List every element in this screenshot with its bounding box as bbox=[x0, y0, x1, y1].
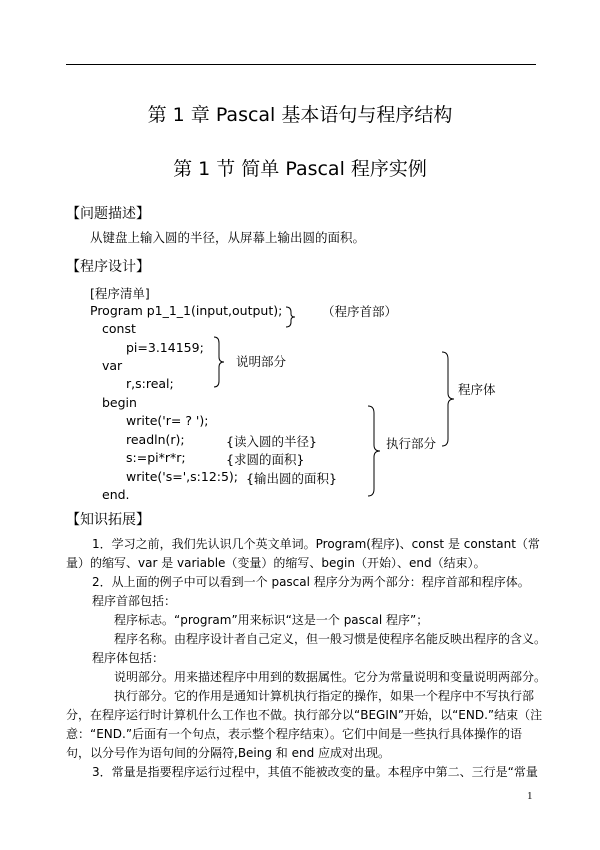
design-heading: 【程序设计】 bbox=[66, 259, 150, 275]
knowledge-paragraph: 2．从上面的例子中可以看到一个 pascal 程序分为两个部分：程序首部和程序体。 bbox=[92, 575, 530, 589]
code-line: Program p1_1_1(input,output); bbox=[90, 303, 283, 318]
code-line: write('r= ? '); bbox=[126, 413, 209, 428]
knowledge-body bbox=[66, 535, 546, 782]
brace-execution-icon bbox=[366, 405, 382, 497]
problem-text: 从键盘上输入圆的半径，从屏幕上输出圆的面积。 bbox=[90, 230, 366, 245]
brace-body-icon bbox=[440, 351, 456, 447]
annotation-body: 程序体 bbox=[458, 382, 496, 397]
header-rule bbox=[66, 64, 536, 65]
code-line: var bbox=[102, 358, 123, 373]
brace-declaration-icon bbox=[212, 336, 226, 388]
knowledge-paragraph: 程序首部包括： bbox=[92, 594, 177, 608]
code-line: readln(r); bbox=[126, 432, 185, 447]
code-line: s:=pi*r*r; bbox=[126, 450, 186, 465]
code-comment: {求圆的面积} bbox=[226, 452, 305, 467]
knowledge-heading: 【知识拓展】 bbox=[66, 512, 150, 528]
code-comment: {读入圆的半径} bbox=[226, 434, 317, 449]
annotation-execution: 执行部分 bbox=[386, 436, 437, 451]
chapter-title: 第 1 章 Pascal 基本语句与程序结构 bbox=[147, 104, 453, 126]
code-line: end. bbox=[102, 487, 130, 502]
code-comment: {输出圆的面积} bbox=[246, 471, 337, 486]
problem-heading: 【问题描述】 bbox=[66, 206, 150, 222]
knowledge-paragraph: 程序体包括： bbox=[92, 651, 165, 665]
code-line: begin bbox=[102, 395, 137, 410]
code-line: r,s:real; bbox=[126, 376, 174, 391]
brace-header-icon bbox=[284, 306, 298, 328]
code-line: pi=3.14159; bbox=[126, 340, 204, 355]
knowledge-paragraph: 执行部分。它的作用是通知计算机执行指定的操作，如果一个程序中不写执行部分，在程序运行时计算机什么工作也不做。执行部分以“BEGIN”开始，以“END.”结束（注意：“END.”后面有一个句点，表示整个程序结束）。它们中间是一些执行具体操作的语句，以分号作为语句间的分隔符,Being 和 end 应成对出现。 bbox=[66, 689, 543, 760]
section-title: 第 1 节 简单 Pascal 程序实例 bbox=[173, 158, 427, 180]
knowledge-paragraph: 3．常量是指要程序运行过程中，其值不能被改变的量。本程序中第二、三行是“常量 bbox=[92, 765, 538, 779]
code-line: write('s=',s:12:5); bbox=[126, 469, 239, 484]
knowledge-paragraph: 程序标志。“program”用来标识“这是一个 pascal 程序”； bbox=[114, 613, 429, 627]
code-line: const bbox=[102, 321, 136, 336]
knowledge-paragraph: 1．学习之前，我们先认识几个英文单词。Program(程序)、const 是 constant（常量）的缩写、var 是 variable（变量）的缩写、begin（开始）、end（结束）。 bbox=[66, 537, 540, 570]
annotation-header: （程序首部） bbox=[322, 304, 398, 319]
page-number: 1 bbox=[527, 790, 533, 802]
listing-label: [程序清单] bbox=[90, 286, 150, 301]
annotation-declaration: 说明部分 bbox=[236, 354, 287, 369]
knowledge-paragraph: 说明部分。用来描述程序中用到的数据属性。它分为常量说明和变量说明两部分。 bbox=[114, 670, 547, 684]
knowledge-paragraph: 程序名称。由程序设计者自己定义，但一般习惯是使程序名能反映出程序的含义。 bbox=[114, 632, 547, 646]
